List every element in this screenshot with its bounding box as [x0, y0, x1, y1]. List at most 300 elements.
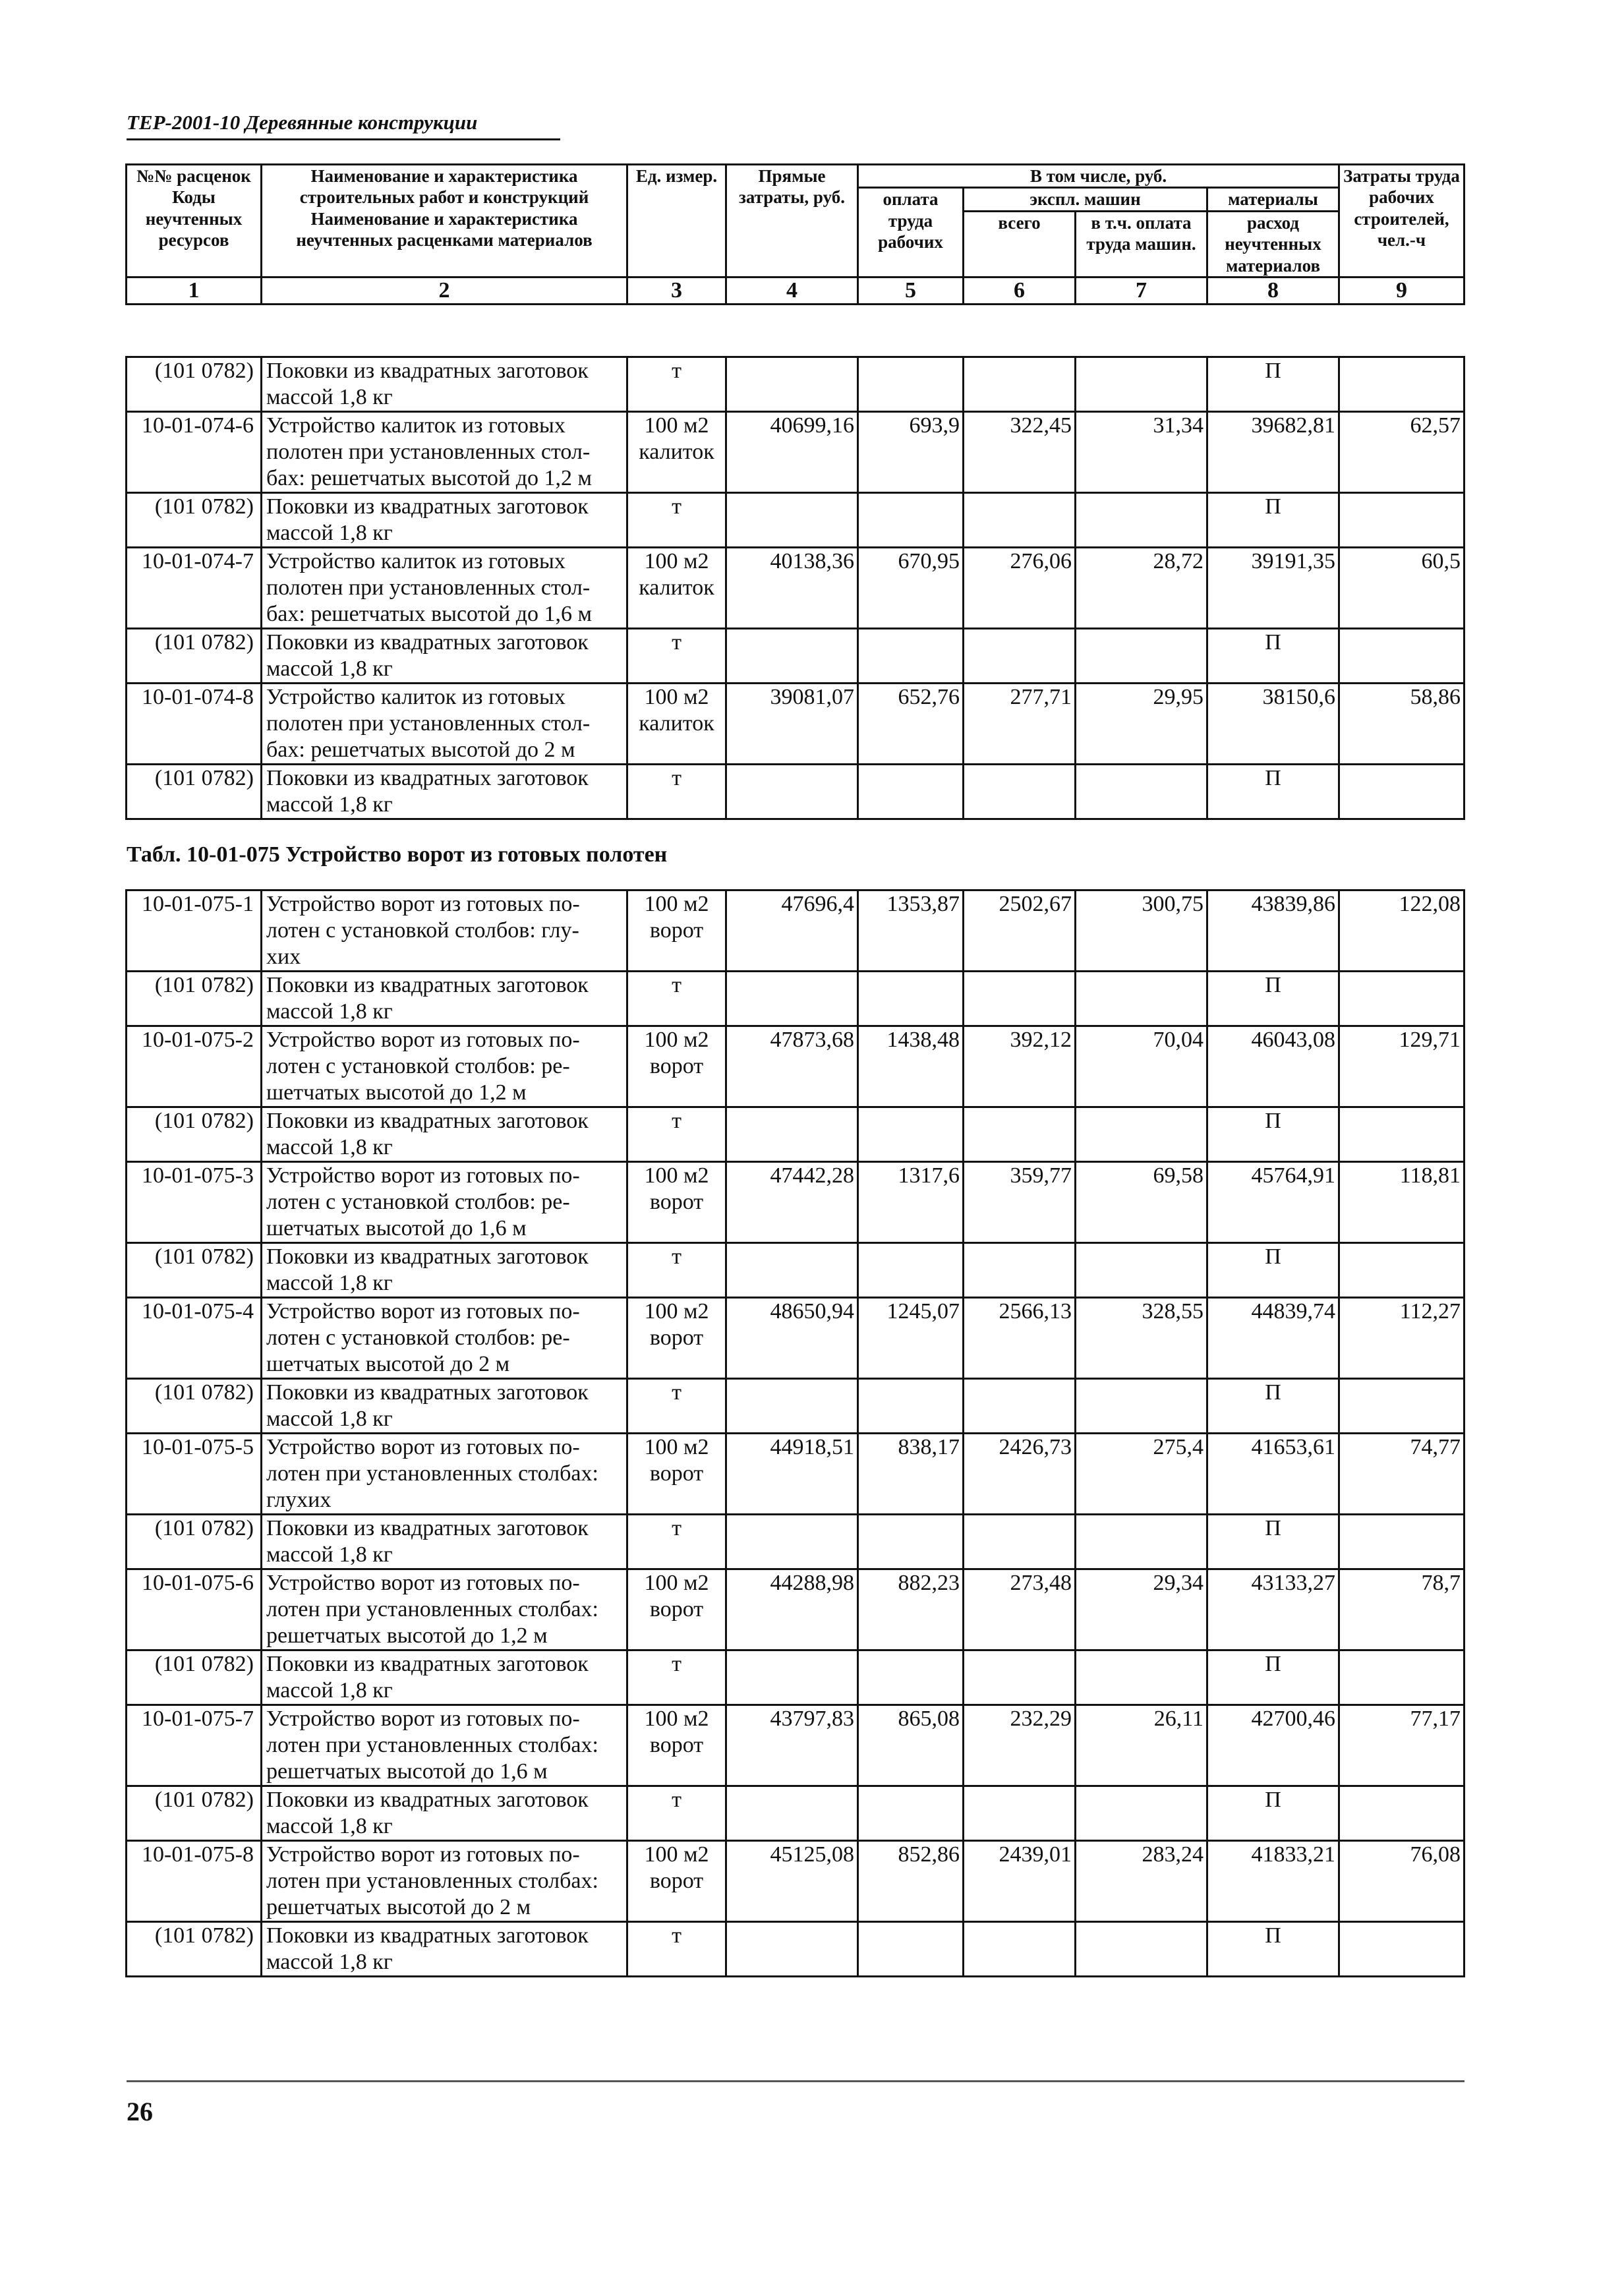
- worker-pay-text: 1317,6: [898, 1163, 960, 1188]
- work-description: [262, 1705, 627, 1786]
- machine-operator-pay: [1076, 1162, 1207, 1243]
- machine-operator-pay-text: [1076, 765, 1204, 792]
- direct-costs: [726, 1515, 858, 1569]
- rate-code-text: (101 0782): [154, 1244, 254, 1269]
- direct-costs-text: 47442,28: [770, 1163, 854, 1188]
- machine-operator-pay: [1076, 1705, 1207, 1786]
- machine-operator-pay-text: [1076, 1244, 1204, 1270]
- machine-operator-pay: [1076, 1786, 1207, 1841]
- work-description-text: Поковки из квадратных заготовок: [266, 1923, 589, 1948]
- rate-code-text: (101 0782): [154, 1109, 254, 1133]
- machine-operator-pay-text: 29,34: [1153, 1571, 1204, 1595]
- unit-of-measure-text: ворот: [649, 1869, 704, 1893]
- worker-pay: [858, 765, 964, 819]
- direct-costs-text: 40138,36: [770, 549, 854, 573]
- worker-pay-text: [859, 765, 960, 792]
- unit-of-measure-text: 100 м2: [644, 1435, 709, 1459]
- header-name-top: Наименование и характеристика строительных работ и конструкций: [299, 166, 589, 208]
- machines-total: [964, 493, 1076, 548]
- machines-total-text: [964, 629, 1072, 656]
- unit-of-measure-text: т: [672, 494, 682, 519]
- materials: [1207, 1107, 1339, 1162]
- work-description-text: массой 1,8 кг: [266, 521, 393, 545]
- unit-of-measure: [627, 1379, 726, 1434]
- rate-code-text: 10-01-075-6: [142, 1571, 254, 1595]
- work-description-text: лотен при установленных столбах:: [266, 1869, 598, 1893]
- work-description-text: Поковки из квадратных заготовок: [266, 766, 589, 790]
- labor-hours: [1339, 890, 1464, 972]
- rate-row: [127, 1162, 1464, 1243]
- work-description-text: массой 1,8 кг: [266, 1542, 393, 1567]
- machines-total: [964, 1569, 1076, 1650]
- unit-of-measure: [627, 493, 726, 548]
- work-description-text: лотен при установленных столбах:: [266, 1733, 598, 1757]
- labor-hours: [1339, 1515, 1464, 1569]
- machines-total: [964, 1515, 1076, 1569]
- materials-text: 43133,27: [1251, 1571, 1335, 1595]
- labor-hours: [1339, 1569, 1464, 1650]
- labor-hours: [1339, 357, 1464, 412]
- direct-costs-text: [727, 765, 854, 792]
- direct-costs-text: [727, 1380, 854, 1406]
- machines-total-text: 277,71: [1010, 685, 1072, 709]
- materials-text: 41833,21: [1251, 1842, 1335, 1867]
- rate-row: [127, 684, 1464, 765]
- unit-of-measure: [627, 1243, 726, 1298]
- direct-costs-text: [727, 1787, 854, 1813]
- labor-hours: [1339, 629, 1464, 684]
- rate-code-text: (101 0782): [154, 1652, 254, 1676]
- labor-hours-text: 129,71: [1399, 1028, 1461, 1052]
- worker-pay: [858, 412, 964, 493]
- labor-hours-text: 77,17: [1410, 1707, 1461, 1731]
- rate-code: [127, 684, 262, 765]
- direct-costs-text: 39081,07: [770, 685, 854, 709]
- rate-code-text: 10-01-075-4: [142, 1299, 254, 1324]
- work-description: [262, 1841, 627, 1922]
- unit-of-measure-text: ворот: [649, 918, 704, 943]
- labor-hours-text: 78,7: [1421, 1571, 1461, 1595]
- machines-total-text: 273,48: [1010, 1571, 1072, 1595]
- machines-total-text: 359,77: [1010, 1163, 1072, 1188]
- work-description-text: Поковки из квадратных заготовок: [266, 1516, 589, 1540]
- header-unit: Ед. измер.: [627, 165, 726, 277]
- direct-costs: [726, 1298, 858, 1379]
- work-description-text: шетчатых высотой до 1,6 м: [266, 1216, 527, 1240]
- rate-code-text: 10-01-074-7: [142, 549, 254, 573]
- labor-hours-text: 118,81: [1399, 1163, 1461, 1188]
- direct-costs-text: [727, 1923, 854, 1949]
- work-description-text: Устройство ворот из готовых по-: [266, 1299, 580, 1324]
- direct-costs: [726, 493, 858, 548]
- direct-costs: [726, 1705, 858, 1786]
- direct-costs: [726, 1569, 858, 1650]
- work-description-text: Поковки из квадратных заготовок: [266, 494, 589, 519]
- work-description-text: решетчатых высотой до 1,6 м: [266, 1759, 548, 1784]
- materials-text: П: [1265, 1244, 1281, 1269]
- materials: [1207, 1705, 1339, 1786]
- direct-costs: [726, 412, 858, 493]
- machines-total-text: 392,12: [1010, 1028, 1072, 1052]
- unit-of-measure-text: калиток: [639, 711, 714, 736]
- machine-operator-pay: [1076, 493, 1207, 548]
- work-description-text: Поковки из квадратных заготовок: [266, 1244, 589, 1269]
- rate-row: [127, 1298, 1464, 1379]
- work-description: [262, 1243, 627, 1298]
- materials-text: П: [1265, 766, 1281, 790]
- rate-code-text: (101 0782): [154, 359, 254, 383]
- header-materials-group: материалы: [1207, 188, 1339, 211]
- work-description-text: Поковки из квадратных заготовок: [266, 359, 589, 383]
- rate-code: [127, 1026, 262, 1107]
- column-number: 7: [1076, 277, 1207, 304]
- rate-row: [127, 1841, 1464, 1922]
- resource-row: [127, 1650, 1464, 1705]
- worker-pay-text: [859, 972, 960, 999]
- direct-costs: [726, 1243, 858, 1298]
- materials-text: П: [1265, 1516, 1281, 1540]
- direct-costs-text: [727, 1244, 854, 1270]
- direct-costs-text: [727, 1108, 854, 1134]
- resource-row: [127, 357, 1464, 412]
- work-description-text: массой 1,8 кг: [266, 385, 393, 409]
- materials-text: 39191,35: [1251, 549, 1335, 573]
- unit-of-measure: [627, 1786, 726, 1841]
- machines-total-text: [964, 494, 1072, 520]
- direct-costs-text: 44918,51: [770, 1435, 854, 1459]
- worker-pay: [858, 493, 964, 548]
- machines-total: [964, 890, 1076, 972]
- worker-pay-text: 1353,87: [886, 892, 960, 916]
- rate-row: [127, 1705, 1464, 1786]
- rate-code: [127, 1569, 262, 1650]
- materials-text: 39682,81: [1251, 413, 1335, 438]
- unit-of-measure: [627, 1298, 726, 1379]
- worker-pay: [858, 1298, 964, 1379]
- machines-total: [964, 412, 1076, 493]
- worker-pay: [858, 357, 964, 412]
- materials-text: П: [1265, 1788, 1281, 1812]
- work-description-text: лотен с установкой столбов: ре-: [266, 1190, 570, 1214]
- direct-costs: [726, 1379, 858, 1434]
- direct-costs: [726, 357, 858, 412]
- worker-pay: [858, 548, 964, 629]
- machine-operator-pay: [1076, 1841, 1207, 1922]
- rate-code-text: 10-01-075-5: [142, 1435, 254, 1459]
- document-title: ТЕР-2001-10 Деревянные конструкции: [127, 111, 478, 134]
- unit-of-measure-text: т: [672, 1652, 682, 1676]
- machine-operator-pay-text: [1076, 1787, 1204, 1813]
- rate-code-text: 10-01-075-2: [142, 1028, 254, 1052]
- work-description-text: полотен при установленных стол-: [266, 575, 591, 600]
- labor-hours: [1339, 1026, 1464, 1107]
- unit-of-measure-text: 100 м2: [644, 549, 709, 573]
- materials: [1207, 1026, 1339, 1107]
- work-description: [262, 1026, 627, 1107]
- labor-hours-text: [1340, 358, 1461, 384]
- work-description-text: лотен с установкой столбов: глу-: [266, 918, 579, 943]
- work-description-text: решетчатых высотой до 1,2 м: [266, 1623, 548, 1648]
- machine-operator-pay: [1076, 1026, 1207, 1107]
- rate-code-text: (101 0782): [154, 766, 254, 790]
- rate-code: [127, 765, 262, 819]
- machine-operator-pay: [1076, 412, 1207, 493]
- direct-costs-text: [727, 358, 854, 384]
- materials: [1207, 548, 1339, 629]
- unit-of-measure-text: ворот: [649, 1597, 704, 1621]
- materials-text: 45764,91: [1251, 1163, 1335, 1188]
- machines-total-text: 276,06: [1010, 549, 1072, 573]
- header-labor: Затраты труда рабочих строителей, чел.-ч: [1339, 165, 1464, 277]
- labor-hours-text: [1340, 629, 1461, 656]
- direct-costs-text: 45125,08: [770, 1842, 854, 1867]
- resource-row: [127, 493, 1464, 548]
- rate-code: [127, 890, 262, 972]
- column-number: 1: [127, 277, 262, 304]
- work-description-text: Устройство ворот из готовых по-: [266, 1571, 580, 1595]
- materials: [1207, 357, 1339, 412]
- unit-of-measure-text: т: [672, 973, 682, 997]
- work-description-text: шетчатых высотой до 2 м: [266, 1352, 510, 1376]
- labor-hours-text: 58,86: [1410, 685, 1461, 709]
- worker-pay: [858, 1162, 964, 1243]
- direct-costs-text: 43797,83: [770, 1707, 854, 1731]
- labor-hours-text: [1340, 765, 1461, 792]
- direct-costs: [726, 890, 858, 972]
- machine-operator-pay-text: 29,95: [1153, 685, 1204, 709]
- work-description-text: Устройство ворот из готовых по-: [266, 892, 580, 916]
- machine-operator-pay-text: 26,11: [1153, 1707, 1204, 1731]
- machine-operator-pay: [1076, 1515, 1207, 1569]
- labor-hours: [1339, 1107, 1464, 1162]
- work-description-text: полотен при установленных стол-: [266, 711, 591, 736]
- machines-total: [964, 1243, 1076, 1298]
- unit-of-measure-text: калиток: [639, 575, 714, 600]
- materials: [1207, 1434, 1339, 1515]
- rate-code: [127, 1379, 262, 1434]
- materials-text: 38150,6: [1262, 685, 1335, 709]
- unit-of-measure: [627, 1026, 726, 1107]
- worker-pay-text: 882,23: [898, 1571, 960, 1595]
- work-description-text: Устройство калиток из готовых: [266, 413, 566, 438]
- materials: [1207, 1922, 1339, 1977]
- work-description: [262, 765, 627, 819]
- work-description: [262, 1922, 627, 1977]
- worker-pay: [858, 1026, 964, 1107]
- worker-pay-text: 1245,07: [886, 1299, 960, 1324]
- worker-pay-text: 838,17: [898, 1435, 960, 1459]
- machine-operator-pay: [1076, 1379, 1207, 1434]
- worker-pay: [858, 890, 964, 972]
- unit-of-measure: [627, 1650, 726, 1705]
- machine-operator-pay-text: [1076, 629, 1204, 656]
- worker-pay-text: [859, 1380, 960, 1406]
- direct-costs-text: [727, 629, 854, 656]
- rate-row: [127, 1569, 1464, 1650]
- machine-operator-pay-text: [1076, 972, 1204, 999]
- unit-of-measure: [627, 890, 726, 972]
- labor-hours: [1339, 1162, 1464, 1243]
- machine-operator-pay: [1076, 1569, 1207, 1650]
- unit-of-measure-text: ворот: [649, 1054, 704, 1078]
- rate-row: [127, 1026, 1464, 1107]
- materials: [1207, 493, 1339, 548]
- rate-code-text: (101 0782): [154, 973, 254, 997]
- direct-costs-text: [727, 972, 854, 999]
- labor-hours: [1339, 493, 1464, 548]
- rate-code-text: (101 0782): [154, 630, 254, 655]
- unit-of-measure-text: т: [672, 630, 682, 655]
- worker-pay: [858, 684, 964, 765]
- header-group: В том числе, руб.: [858, 165, 1339, 188]
- direct-costs: [726, 684, 858, 765]
- work-description-text: Устройство ворот из готовых по-: [266, 1842, 580, 1867]
- labor-hours: [1339, 1786, 1464, 1841]
- unit-of-measure-text: т: [672, 1380, 682, 1405]
- unit-of-measure: [627, 357, 726, 412]
- machines-total-text: 2439,01: [999, 1842, 1072, 1867]
- direct-costs: [726, 1841, 858, 1922]
- machines-total-text: [964, 1244, 1072, 1270]
- column-number: 9: [1339, 277, 1464, 304]
- worker-pay-text: [859, 1244, 960, 1270]
- machines-total-text: [964, 358, 1072, 384]
- work-description-text: решетчатых высотой до 2 м: [266, 1895, 531, 1919]
- machines-total: [964, 1026, 1076, 1107]
- machines-total: [964, 1298, 1076, 1379]
- machines-total-text: 322,45: [1010, 413, 1072, 438]
- direct-costs-text: [727, 494, 854, 520]
- unit-of-measure: [627, 629, 726, 684]
- machine-operator-pay: [1076, 548, 1207, 629]
- labor-hours: [1339, 684, 1464, 765]
- machine-operator-pay-text: 275,4: [1153, 1435, 1204, 1459]
- work-description: [262, 412, 627, 493]
- rate-row: [127, 1434, 1464, 1515]
- header-direct-costs: Прямые затраты, руб.: [726, 165, 858, 277]
- labor-hours: [1339, 765, 1464, 819]
- rate-code: [127, 548, 262, 629]
- labor-hours: [1339, 1841, 1464, 1922]
- header-code-top: №№ расценок: [136, 166, 251, 186]
- materials-text: П: [1265, 1652, 1281, 1676]
- materials: [1207, 1298, 1339, 1379]
- labor-hours-text: [1340, 1515, 1461, 1542]
- unit-of-measure-text: т: [672, 1516, 682, 1540]
- machines-total: [964, 1841, 1076, 1922]
- unit-of-measure-text: 100 м2: [644, 1571, 709, 1595]
- work-description-text: лотен с установкой столбов: ре-: [266, 1326, 570, 1350]
- labor-hours-text: [1340, 1380, 1461, 1406]
- machine-operator-pay: [1076, 1650, 1207, 1705]
- materials-text: 42700,46: [1251, 1707, 1335, 1731]
- machines-total: [964, 1107, 1076, 1162]
- work-description-text: Устройство калиток из готовых: [266, 685, 566, 709]
- worker-pay: [858, 629, 964, 684]
- work-description-text: бах: решетчатых высотой до 2 м: [266, 738, 575, 762]
- machines-total-text: 2502,67: [999, 892, 1072, 916]
- materials-text: П: [1265, 973, 1281, 997]
- column-number: 5: [858, 277, 964, 304]
- machine-operator-pay-text: 70,04: [1153, 1028, 1204, 1052]
- machine-operator-pay: [1076, 1107, 1207, 1162]
- unit-of-measure-text: 100 м2: [644, 1299, 709, 1324]
- worker-pay-text: 652,76: [898, 685, 960, 709]
- direct-costs-text: 40699,16: [770, 413, 854, 438]
- materials: [1207, 1515, 1339, 1569]
- materials: [1207, 1786, 1339, 1841]
- materials: [1207, 629, 1339, 684]
- unit-of-measure-text: 100 м2: [644, 1028, 709, 1052]
- direct-costs: [726, 1434, 858, 1515]
- work-description-text: бах: решетчатых высотой до 1,2 м: [266, 466, 593, 490]
- rate-row: [127, 412, 1464, 493]
- work-description-text: массой 1,8 кг: [266, 1678, 393, 1703]
- materials-text: 46043,08: [1251, 1028, 1335, 1052]
- machines-total: [964, 1650, 1076, 1705]
- rate-code: [127, 1841, 262, 1922]
- materials-text: 41653,61: [1251, 1435, 1335, 1459]
- materials: [1207, 1162, 1339, 1243]
- unit-of-measure: [627, 765, 726, 819]
- materials: [1207, 1243, 1339, 1298]
- unit-of-measure: [627, 1434, 726, 1515]
- machine-operator-pay-text: [1076, 494, 1204, 520]
- materials: [1207, 890, 1339, 972]
- unit-of-measure: [627, 1515, 726, 1569]
- work-description: [262, 684, 627, 765]
- worker-pay-text: 852,86: [898, 1842, 960, 1867]
- work-description-text: массой 1,8 кг: [266, 999, 393, 1024]
- labor-hours-text: 112,27: [1399, 1299, 1461, 1324]
- unit-of-measure-text: т: [672, 1788, 682, 1812]
- worker-pay-text: [859, 1923, 960, 1949]
- work-description-text: массой 1,8 кг: [266, 1135, 393, 1159]
- machines-total-text: [964, 1651, 1072, 1678]
- unit-of-measure-text: т: [672, 766, 682, 790]
- machines-total-text: [964, 1787, 1072, 1813]
- machines-total-text: 2566,13: [999, 1299, 1072, 1324]
- worker-pay-text: [859, 1651, 960, 1678]
- unit-of-measure: [627, 1569, 726, 1650]
- resource-row: [127, 1243, 1464, 1298]
- machines-total-text: [964, 1380, 1072, 1406]
- worker-pay-text: [859, 1787, 960, 1813]
- unit-of-measure-text: 100 м2: [644, 1842, 709, 1867]
- direct-costs: [726, 972, 858, 1026]
- work-description-text: массой 1,8 кг: [266, 1271, 393, 1295]
- worker-pay-text: [859, 1108, 960, 1134]
- rate-code: [127, 629, 262, 684]
- work-description-text: массой 1,8 кг: [266, 1950, 393, 1974]
- machines-total: [964, 972, 1076, 1026]
- unit-of-measure-text: 100 м2: [644, 413, 709, 438]
- machine-operator-pay: [1076, 1922, 1207, 1977]
- machine-operator-pay-text: [1076, 1515, 1204, 1542]
- direct-costs: [726, 1922, 858, 1977]
- labor-hours-text: 74,77: [1410, 1435, 1461, 1459]
- worker-pay: [858, 1434, 964, 1515]
- work-description: [262, 493, 627, 548]
- labor-hours-text: [1340, 972, 1461, 999]
- worker-pay: [858, 1786, 964, 1841]
- machines-total: [964, 1162, 1076, 1243]
- unit-of-measure-text: калиток: [639, 440, 714, 464]
- machine-operator-pay-text: [1076, 1651, 1204, 1678]
- rate-code: [127, 412, 262, 493]
- machines-total: [964, 1379, 1076, 1434]
- labor-hours: [1339, 1650, 1464, 1705]
